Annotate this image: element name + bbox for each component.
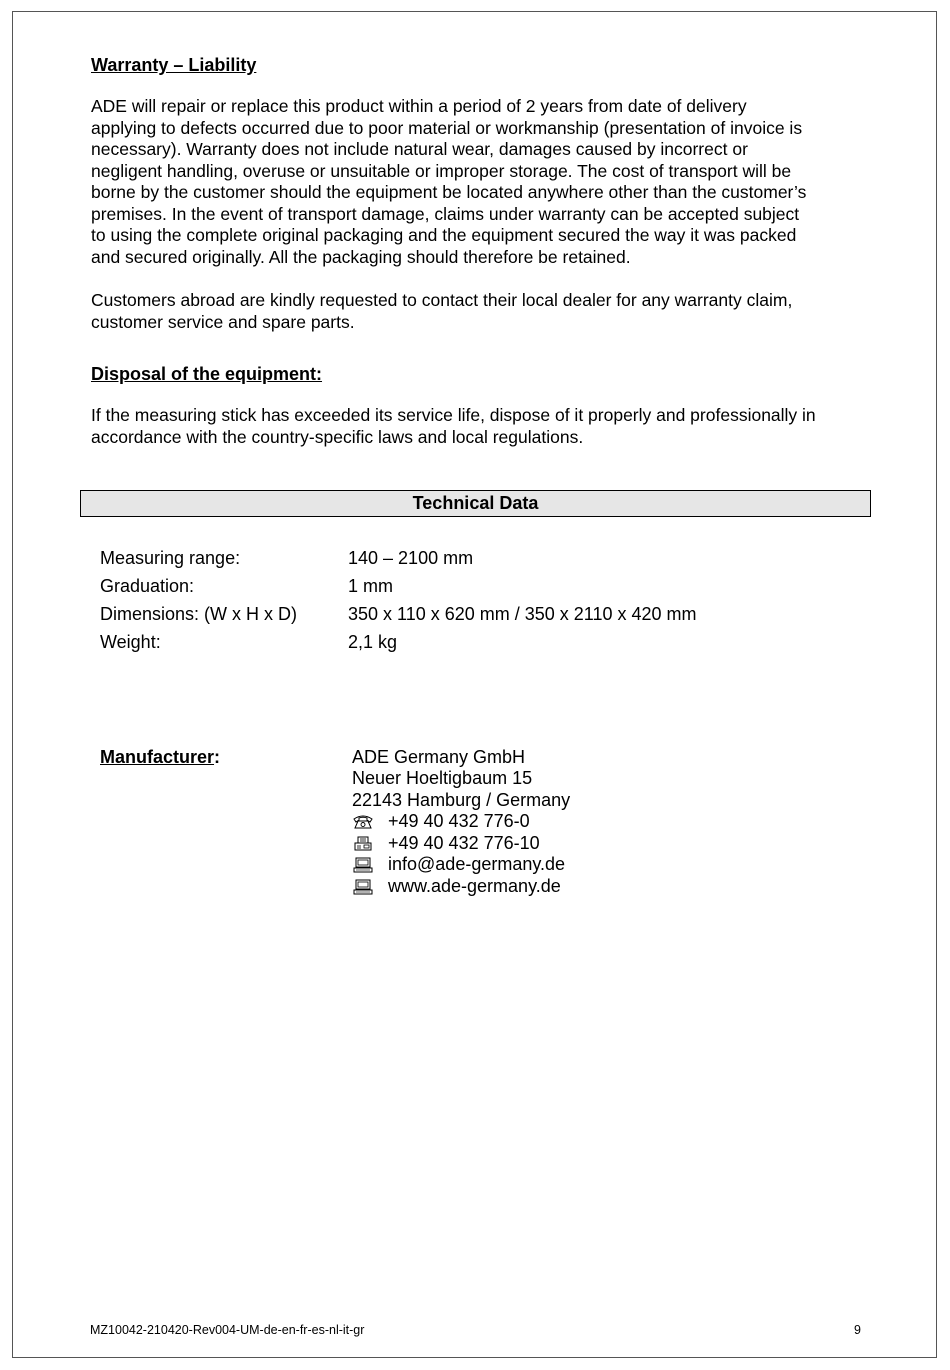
disposal-heading: Disposal of the equipment:	[91, 364, 323, 384]
spec-value: 1 mm	[348, 576, 393, 596]
spec-value: 140 – 2100 mm	[348, 548, 474, 568]
text-line: premises. In the event of transport damage, claims under warranty can be accepted subject	[91, 203, 800, 224]
spec-label: Dimensions: (W x H x D)	[100, 604, 298, 624]
spec-value: 2,1 kg	[348, 632, 398, 652]
contact-website	[352, 876, 561, 898]
computer-icon	[352, 857, 374, 873]
website-url: www.ade-germany.de	[388, 876, 561, 896]
text-line: negligent handling, overuse or unsuitable or improper storage. The cost of transport will be	[91, 160, 792, 181]
manufacturer-street: Neuer Hoeltigbaum 15	[352, 768, 533, 788]
contact-email	[352, 854, 565, 876]
text-line: applying to defects occurred due to poor material or workmanship (presentation of invoice is	[91, 117, 803, 138]
technical-data-header	[80, 490, 871, 517]
phone-number: +49 40 432 776-0	[388, 811, 530, 831]
manufacturer-label	[100, 747, 220, 768]
text-line: ADE will repair or replace this product within a period of 2 years from date of delivery	[91, 96, 747, 116]
footer-doc-id: MZ10042-210420-Rev004-UM-de-en-fr-es-nl-it-gr	[90, 1323, 365, 1337]
text-line: to using the complete original packaging and the equipment secured the way it was packed	[91, 225, 797, 245]
manufacturer-label-colon: :	[214, 747, 221, 767]
text-line: If the measuring stick has exceeded its service life, dispose of it properly and professionally in	[91, 405, 816, 425]
telephone-icon	[352, 814, 374, 830]
manufacturer-label-text: Manufacturer	[100, 747, 215, 767]
fax-number: +49 40 432 776-10	[388, 833, 540, 853]
technical-data-title: Technical Data	[412, 493, 539, 513]
text-line: necessary). Warranty does not include natural wear, damages caused by incorrect or	[91, 139, 748, 159]
text-line: borne by the customer should the equipment be located anywhere other than the customer’s	[91, 182, 807, 202]
footer-page-number: 9	[854, 1323, 861, 1337]
email-address: info@ade-germany.de	[388, 854, 566, 874]
warranty-paragraph-1	[91, 96, 866, 268]
manufacturer-city: 22143 Hamburg / Germany	[352, 790, 571, 810]
text-line: accordance with the country-specific laws and local regulations.	[91, 426, 584, 447]
disposal-paragraph	[91, 405, 866, 448]
spec-label: Weight:	[100, 632, 161, 652]
text-line: and secured originally. All the packaging should therefore be retained.	[91, 246, 631, 267]
spec-value: 350 x 110 x 620 mm / 350 x 2110 x 420 mm	[348, 604, 697, 624]
spec-label: Measuring range:	[100, 548, 241, 568]
text-line: customer service and spare parts.	[91, 311, 355, 332]
contact-phone	[352, 811, 530, 833]
warranty-paragraph-2	[91, 290, 866, 333]
warranty-heading: Warranty – Liability	[91, 55, 257, 75]
spec-label: Graduation:	[100, 576, 195, 596]
fax-icon	[352, 836, 374, 852]
contact-fax	[352, 833, 540, 855]
manufacturer-company: ADE Germany GmbH	[352, 747, 526, 767]
text-line: Customers abroad are kindly requested to contact their local dealer for any warranty claim,	[91, 290, 793, 310]
computer-icon	[352, 879, 374, 895]
